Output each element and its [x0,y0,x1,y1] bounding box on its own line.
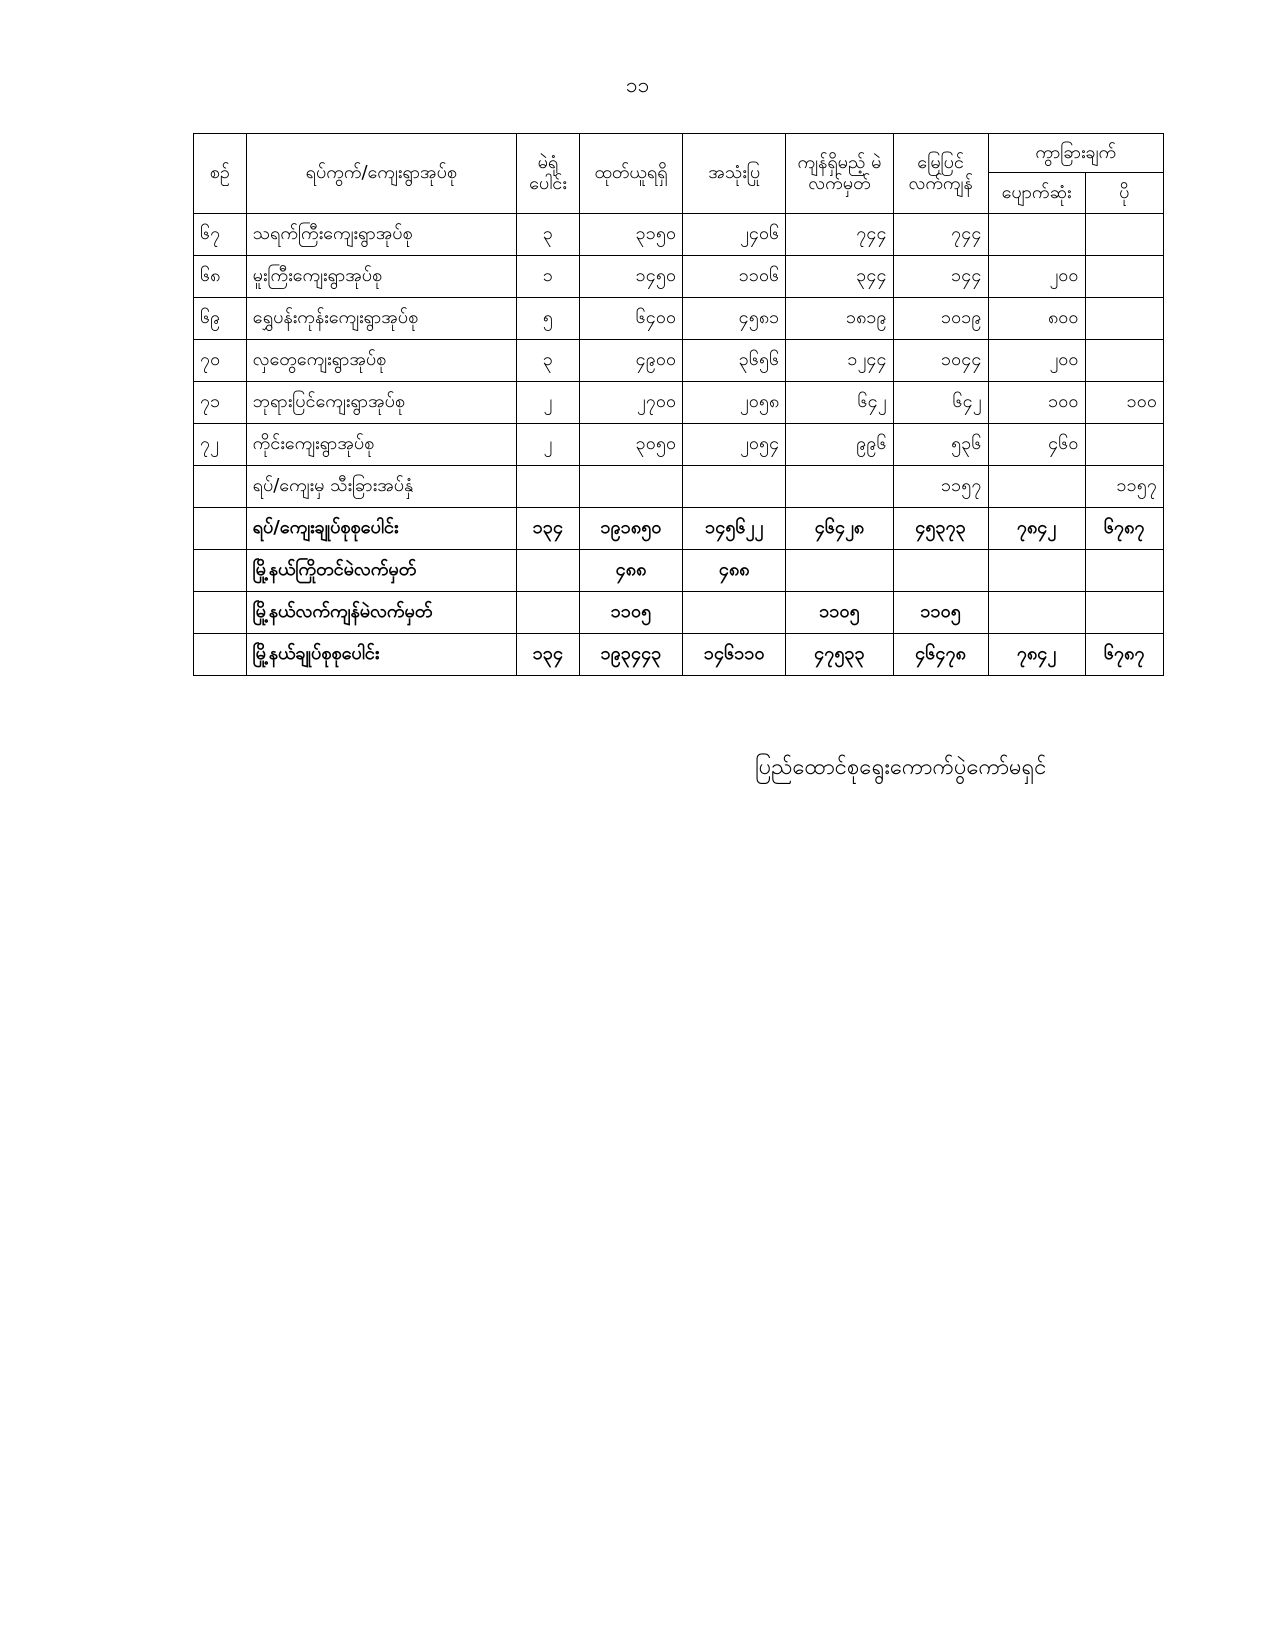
excess-cell: ၆၇၈၇ [1085,634,1163,676]
lost-cell: ၈၀၀ [988,298,1085,340]
table-row [194,256,1164,298]
serial-cell: ၆၇ [194,214,247,256]
serial-cell [194,508,247,550]
ward-village-cell: ရပ်/ကျေးမှ သီးခြားအပ်နှံ [246,466,516,508]
page-number: ၁၁ [625,73,650,97]
header-remaining-ballots: ကျန်ရှိမည့် မဲလက်မှတ် [786,134,893,214]
ballot-tally-table [193,133,1164,676]
excess-cell [1085,424,1163,466]
header-actual-remaining: မြေပြင် လက်ကျန် [893,134,988,214]
booths-cell: ၁၃၄ [516,634,579,676]
serial-cell [194,634,247,676]
issued-cell: ၃၁၅၀ [579,214,682,256]
excess-cell [1085,340,1163,382]
serial-cell: ၇၂ [194,424,247,466]
actual-cell: ၅၃၆ [893,424,988,466]
excess-cell: ၁၁၅၇ [1085,466,1163,508]
booths-cell: ၁၃၄ [516,508,579,550]
actual-cell: ၁၁၅၇ [893,466,988,508]
lost-cell: ၇၈၄၂ [988,508,1085,550]
total-label-cell: ရပ်/ကျေးချုပ်စုစုပေါင်း [246,508,516,550]
remaining-cell: ၁၈၁၉ [786,298,893,340]
lost-cell [988,592,1085,634]
actual-cell: ၁၀၁၉ [893,298,988,340]
issued-cell: ၃၀၅၀ [579,424,682,466]
excess-cell [1085,592,1163,634]
lost-cell: ၂၀၀ [988,256,1085,298]
actual-cell: ၆၄၂ [893,382,988,424]
serial-cell [194,550,247,592]
serial-cell: ၇၁ [194,382,247,424]
actual-cell: ၁၀၄၄ [893,340,988,382]
remaining-cell [786,466,893,508]
ward-village-cell: ဘုရားပြင်ကျေးရွာအုပ်စု [246,382,516,424]
header-lost: ပျောက်ဆုံး [988,173,1085,214]
booths-cell [516,592,579,634]
table-row [194,340,1164,382]
header-booths: မဲရုံ ပေါင်း [516,134,579,214]
used-cell: ၂၀၅၄ [683,424,786,466]
issued-cell: ၂၇၀၀ [579,382,682,424]
total-row [194,550,1164,592]
header-row [194,134,1164,173]
booths-cell [516,550,579,592]
serial-cell: ၆၈ [194,256,247,298]
remaining-cell: ၁၁၀၅ [786,592,893,634]
total-row [194,508,1164,550]
lost-cell [988,466,1085,508]
remaining-cell: ၇၄၄ [786,214,893,256]
remaining-cell: ၆၄၂ [786,382,893,424]
remaining-cell: ၉၉၆ [786,424,893,466]
header-issued: ထုတ်ယူရရှိ [579,134,682,214]
table-row [194,214,1164,256]
ward-village-cell: သရက်ကြီးကျေးရွာအုပ်စု [246,214,516,256]
booths-cell: ၁ [516,256,579,298]
serial-cell [194,466,247,508]
remaining-cell: ၁၂၄၄ [786,340,893,382]
issued-cell: ၁၉၃၄၄၃ [579,634,682,676]
remaining-cell: ၄၆၄၂၈ [786,508,893,550]
booths-cell: ၂ [516,424,579,466]
excess-cell [1085,550,1163,592]
total-label-cell: မြို့နယ်ချုပ်စုစုပေါင်း [246,634,516,676]
excess-cell: ၆၇၈၇ [1085,508,1163,550]
actual-cell: ၁၁၀၅ [893,592,988,634]
actual-cell: ၁၄၄ [893,256,988,298]
issued-cell: ၆၄၀၀ [579,298,682,340]
serial-cell: ၆၉ [194,298,247,340]
used-cell: ၁၁၀၆ [683,256,786,298]
remaining-cell: ၄၇၅၃၃ [786,634,893,676]
table-row [194,466,1164,508]
used-cell: ၃၆၅၆ [683,340,786,382]
total-row [194,592,1164,634]
excess-cell [1085,256,1163,298]
serial-cell: ၇၀ [194,340,247,382]
lost-cell: ၇၈၄၂ [988,634,1085,676]
booths-cell: ၃ [516,214,579,256]
remaining-cell: ၃၄၄ [786,256,893,298]
header-excess: ပို [1085,173,1163,214]
header-difference: ကွာခြားချက် [988,134,1163,173]
issued-cell: ၁၄၅၀ [579,256,682,298]
actual-cell [893,550,988,592]
issued-cell: ၄၉၀၀ [579,340,682,382]
table-row [194,424,1164,466]
table-row [194,298,1164,340]
used-cell: ၁၄၆၁၁၀ [683,634,786,676]
total-label-cell: မြို့နယ်လက်ကျန်မဲလက်မှတ် [246,592,516,634]
lost-cell [988,550,1085,592]
used-cell: ၄၅၈၁ [683,298,786,340]
lost-cell: ၄၆၀ [988,424,1085,466]
used-cell [683,592,786,634]
table-row [194,382,1164,424]
excess-cell [1085,214,1163,256]
issued-cell: ၁၉၁၈၅၀ [579,508,682,550]
total-label-cell: မြို့နယ်ကြိုတင်မဲလက်မှတ် [246,550,516,592]
remaining-cell [786,550,893,592]
ward-village-cell: လှတွေကျေးရွာအုပ်စု [246,340,516,382]
ward-village-cell: မူးကြီးကျေးရွာအုပ်စု [246,256,516,298]
excess-cell: ၁၀၀ [1085,382,1163,424]
header-serial: စဉ် [194,134,247,214]
ward-village-cell: ကိုင်းကျေးရွာအုပ်စု [246,424,516,466]
booths-cell [516,466,579,508]
issued-cell [579,466,682,508]
used-cell [683,466,786,508]
issued-cell: ၄၈၈ [579,550,682,592]
ward-village-cell: ရွှေပန်းကုန်းကျေးရွာအုပ်စု [246,298,516,340]
actual-cell: ၄၆၄၇၈ [893,634,988,676]
issued-cell: ၁၁၀၅ [579,592,682,634]
lost-cell: ၁၀၀ [988,382,1085,424]
actual-cell: ၇၄၄ [893,214,988,256]
used-cell: ၁၄၅၆၂၂ [683,508,786,550]
booths-cell: ၂ [516,382,579,424]
booths-cell: ၃ [516,340,579,382]
header-used: အသုံးပြု [683,134,786,214]
lost-cell [988,214,1085,256]
used-cell: ၄၈၈ [683,550,786,592]
booths-cell: ၅ [516,298,579,340]
actual-cell: ၄၅၃၇၃ [893,508,988,550]
used-cell: ၂၀၅၈ [683,382,786,424]
total-row [194,634,1164,676]
lost-cell: ၂၀၀ [988,340,1085,382]
header-ward-village: ရပ်ကွက်/ကျေးရွာအုပ်စု [246,134,516,214]
used-cell: ၂၄၀၆ [683,214,786,256]
signature-commission: ပြည်ထောင်စုရွေးကောက်ပွဲကော်မရှင် [755,755,1047,780]
excess-cell [1085,298,1163,340]
serial-cell [194,592,247,634]
